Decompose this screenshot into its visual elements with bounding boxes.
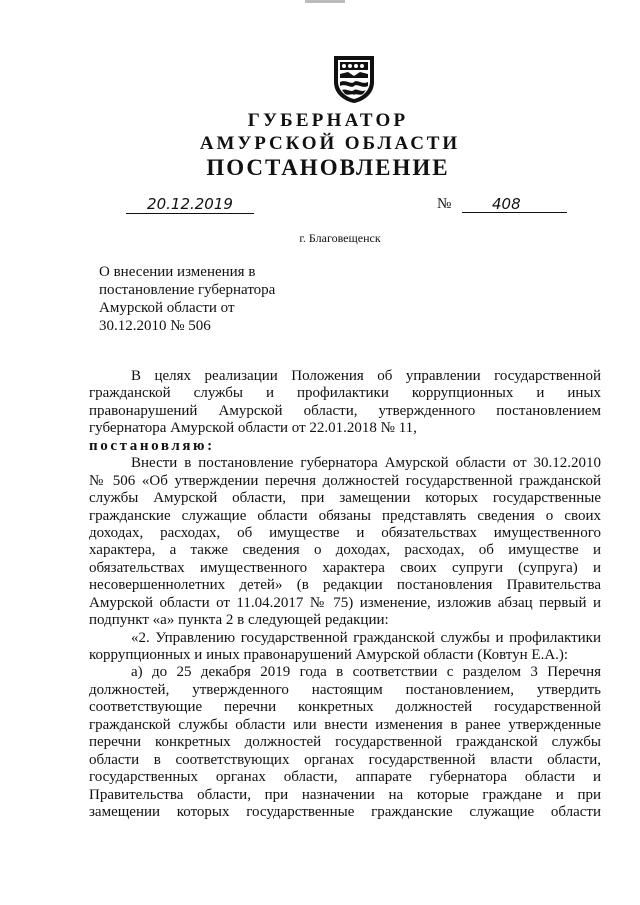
document-number: 408	[462, 195, 567, 213]
coat-of-arms-icon	[331, 52, 377, 104]
resolution-keyword: постановляю:	[89, 437, 215, 454]
body-line: гражданские служащие области обязаны представлять сведения о своих	[89, 507, 601, 524]
body-line: гражданской службы области или внести изменения в ранее утвержденные	[89, 716, 601, 733]
body-line: соответствующие перечни конкретных должностей государственной	[89, 699, 601, 716]
body-line: государственных органах области, аппарате губернатора области и	[89, 769, 601, 786]
header-title-governor: ГУБЕРНАТОР	[247, 110, 409, 131]
body-line: правонарушений Амурской области, утвержденного постановлением	[89, 402, 601, 419]
body-line: области в соответствующих органах государственной власти области,	[89, 751, 601, 768]
body-line: характера, а также сведения о доходах, расходах, об имуществе и	[89, 542, 601, 559]
subject-line: постановление губернатора	[99, 282, 276, 298]
body-line: В целях реализации Положения об управлении государственной	[131, 368, 601, 384]
body-line: № 506 «Об утверждении перечня должностей государственной гражданской	[89, 472, 601, 489]
body-line: подпункт «а» пункта 2 в следующей редакции:	[89, 612, 389, 629]
body-line: гражданской службы и профилактики коррупционных и иных	[89, 385, 601, 402]
document-subject	[99, 263, 275, 335]
body-line: обязательствах имущественного характера своих супруги (супруга) и	[89, 559, 601, 576]
number-label: №	[437, 196, 452, 212]
body-line: перечни конкретных должностей государственной гражданской службы	[89, 734, 601, 751]
document-date: 20.12.2019	[126, 195, 254, 214]
body-line: Амурской области от 11.04.2017 № 75) изменение, изложив абзац первый и	[89, 594, 601, 611]
subject-line: Амурской области от	[99, 300, 235, 316]
body-line: несовершеннолетних детей» (в редакции постановления Правительства	[89, 577, 601, 594]
body-line: губернатора Амурской области от 22.01.2018 № 11,	[89, 420, 417, 437]
city-name: г. Благовещенск	[299, 231, 381, 245]
body-line: а) до 25 декабря 2019 года в соответствии с разделом 3 Перечня	[131, 664, 601, 681]
header-title-region: АМУРСКОЙ ОБЛАСТИ	[199, 133, 461, 154]
body-line: замещении которых государственные гражданские служащие области	[89, 803, 601, 820]
scan-mark	[305, 0, 345, 3]
body-line: доходах, расходах, об имуществе и обязательствах имущественного	[89, 524, 601, 541]
body-line: службы Амурской области, при замещении которых государственные	[89, 490, 601, 507]
body-line: «2. Управлению государственной гражданской службы и профилактики	[131, 629, 601, 646]
subject-line: 30.12.2010 № 506	[99, 318, 211, 334]
body-line: должностей, утвержденного настоящим постановлением, утвердить	[89, 681, 601, 698]
body-line: Правительства области, при назначении на которые граждане и при	[89, 786, 601, 803]
subject-line: О внесении изменения в	[99, 264, 256, 280]
body-line: коррупционных и иных правонарушений Амурской области (Ковтун Е.А.):	[89, 647, 569, 663]
document-body	[89, 368, 601, 821]
body-line: Внести в постановление губернатора Амурской области от 30.12.2010	[131, 455, 601, 472]
document-type-title: ПОСТАНОВЛЕНИЕ	[206, 155, 450, 180]
